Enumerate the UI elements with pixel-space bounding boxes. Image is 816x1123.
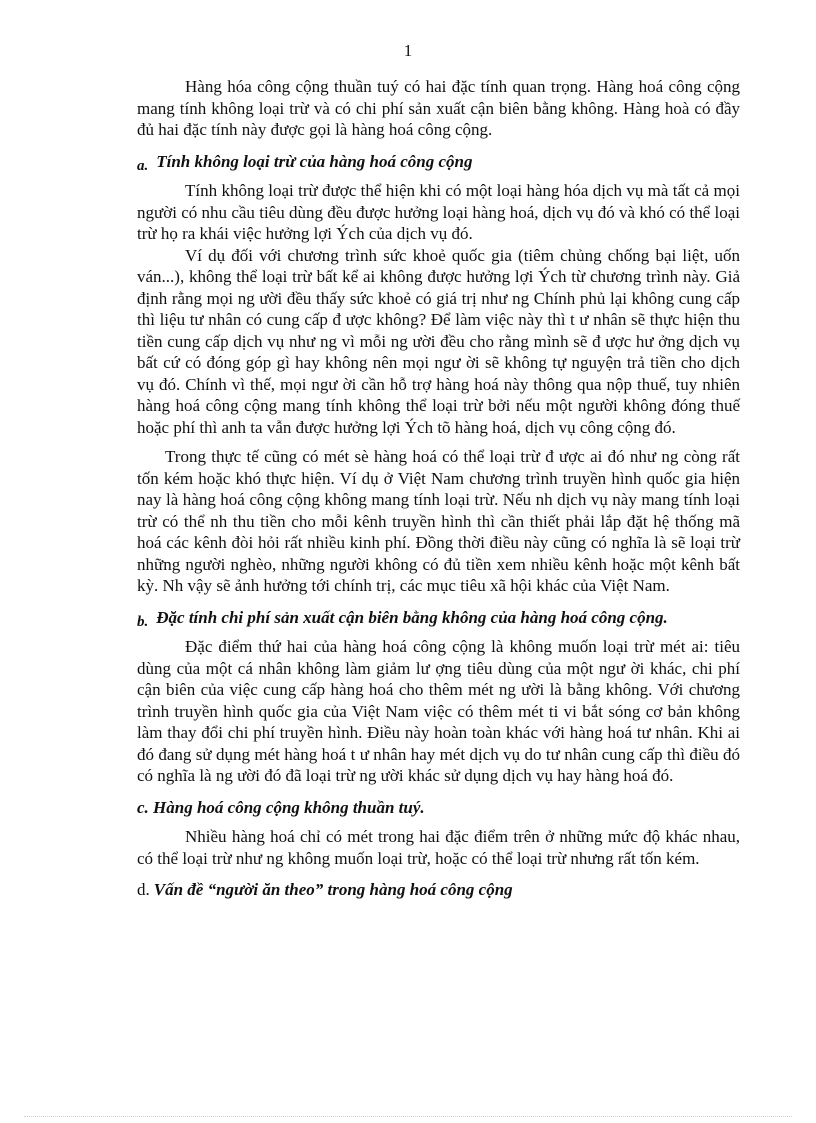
section-a-title: Tính không loại trừ của hàng hoá công cộng [156,151,473,171]
section-c-paragraph-1: Nhiều hàng hoá chỉ có mét trong hai đặc điểm trên ở những mức độ khác nhau, có thể loại trừ như ng không muốn loại trừ, hoặc có thể loại trừ nhưng rất tốn kém. [137,827,740,868]
section-d-title: Vấn đề “người ăn theo” trong hàng hoá công cộng [153,880,513,899]
section-a-paragraph-2: Ví dụ đối với chương trình sức khoẻ quốc gia (tiêm chủng chống bại liệt, uốn ván...), không thể loại trừ bất kể ai không được hưởng lợi Ých từ chương trình này. Giả định rằng mọi ng ười đều thấy sức khoẻ có giá trị như ng Chính phủ lại không cung cấp thì liệu tư nhân có cung cấp đ ược không? Để làm việc này thì t ư nhân sẽ thực hiện thu tiền cung cấp dịch vụ như ng vì mỗi ng ười đều cho rằng mình sẽ đ ược hư ởng dịch vụ bất cứ có đóng góp gì hay không nên mọi ngư ời sẽ không tự nguyện trả tiền cho dịch vụ đó. Chính vì thế, mọi ngư ời cần hỗ trợ hàng hoá này thông qua nộp thuế, tuy nhiên hàng hoá công cộng mang tính không thể loại trừ bởi nếu một người không đóng thuế hoặc phí thì anh ta vẫn được hưởng lợi Ých tõ hàng hoá, dịch vụ công cộng đó. [137,245,740,437]
intro-paragraph: Hàng hóa công cộng thuần tuý có hai đặc tính quan trọng. Hàng hoá công cộng mang tính không loại trừ và có chi phí sản xuất cận biên bằng không. Hàng hoà có đầy đủ hai đặc tính này được gọi là hàng hoá công cộng. [137,77,740,139]
section-b-marker: b. [137,613,149,630]
section-a-paragraph-3: Trong thực tế cũng có mét sè hàng hoá có thể loại trừ đ ược ai đó như ng còng rất tốn kém hoặc khó thực hiện. Ví dụ ở Việt Nam chương trình truyền hình quốc gia hiện nay là hàng hoá công cộng không mang tính loại trừ. Nếu nh dịch vụ này mang tính loại trừ có thể nh thu tiền cho mỗi kênh truyền hình thì cần thiết phải lắp đặt hệ thống mã hoá các kênh đòi hỏi rất nhiều kinh phí. Đồng thời điều này cũng có nghĩa là sẽ loại trừ những người nghèo, những người không có đủ tiền xem nhiều kênh hoặc một kênh bất kỳ. Nh vậy sẽ ảnh hưởng tới chính trị, các mục tiêu xã hội khác của Việt Nam. [137,447,740,595]
section-c-heading: c. Hàng hoá công cộng không thuần tuý. [137,797,425,817]
section-d-marker: d. [137,880,150,899]
page-bottom-divider [24,1116,792,1117]
section-d-heading [137,879,740,901]
document-body [137,76,740,901]
section-b-heading [137,607,740,631]
section-b-paragraph-1: Đặc điểm thứ hai của hàng hoá công cộng là không muốn loại trừ mét ai: tiêu dùng của một cá nhân không làm giảm lư ợng tiêu dùng của một ngư ời khác, chi phí cận biên của việc cung cấp hàng hoá cho thêm mét ng ười là bằng không. Với chương trình truyền hình quốc gia của Việt Nam việc có thêm mét ti vi bắt sóng cơ bản không làm thay đổi chi phí truyền hình. Điều này hoàn toàn khác với hàng hoá tư nhân. Khi ai đó đang sử dụng mét hàng hoá t ư nhân hay mét dịch vụ do tư nhân cung cấp thì điều đó có nghĩa là ng ười đó đã loại trừ ng ười khác sử dụng dịch vụ hay hàng hoá đó. [137,637,740,785]
section-b-title: Đặc tính chi phí sản xuất cận biên bằng không của hàng hoá công cộng. [156,607,668,627]
page-number: 1 [403,41,413,60]
section-a-marker: a. [137,157,149,174]
section-a-heading [137,151,740,175]
section-a-paragraph-1: Tính không loại trừ được thể hiện khi có một loại hàng hóa dịch vụ mà tất cả mọi người có nhu cầu tiêu dùng đều được hưởng loại hàng hoá, dịch vụ đó và khó có thể loại trừ họ ra khái việc hưởng lợi Ých của dịch vụ đó. [137,181,740,243]
